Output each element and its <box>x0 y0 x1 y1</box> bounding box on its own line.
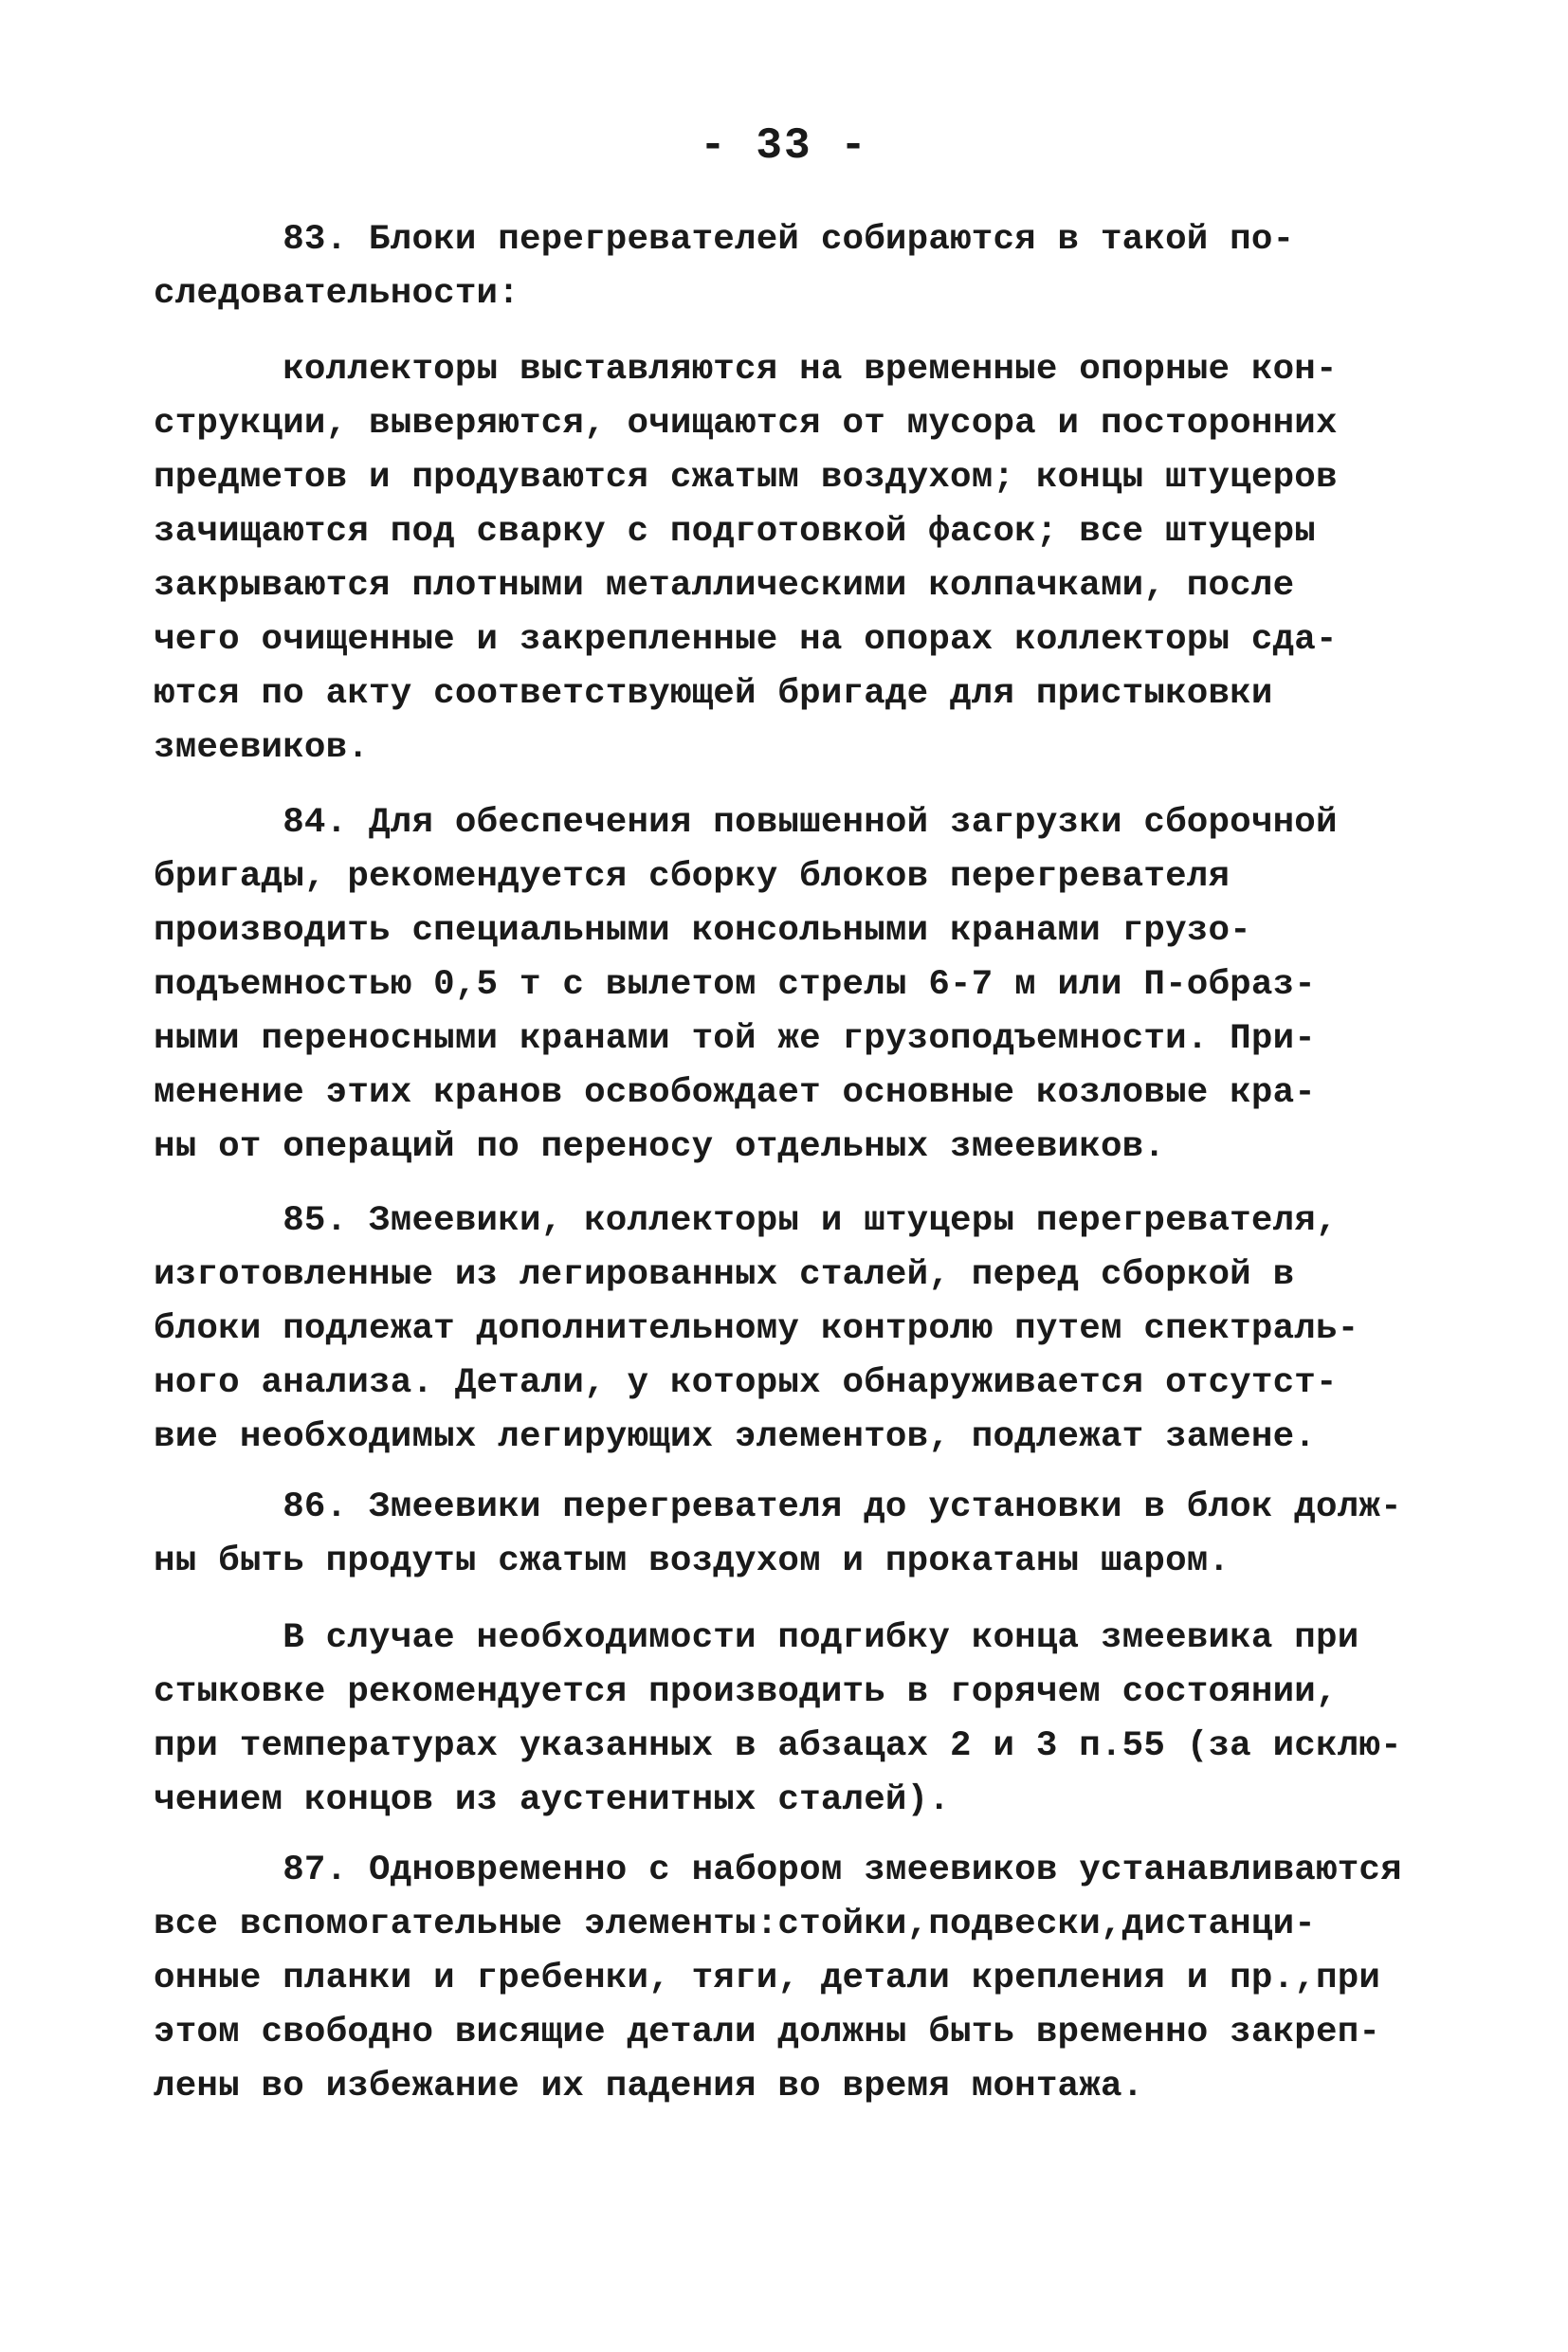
text-line: вие необходимых легирующих элементов, подлежат замене. <box>154 1417 1316 1457</box>
paragraph-86-continuation <box>154 1612 1443 1828</box>
text-line: этом свободно висящие детали должны быть временно закреп- <box>154 2013 1381 2052</box>
text-line: все вспомогательные элементы:стойки,подвески,дистанци- <box>154 1905 1316 1944</box>
text-line: В случае необходимости подгибку конца змеевика при <box>154 1618 1359 1658</box>
text-line: зачищаются под сварку с подготовкой фасок; все штуцеры <box>154 512 1316 552</box>
text-line: 87. Одновременно с набором змеевиков устанавливаются <box>154 1851 1402 1890</box>
text-line: блоки подлежат дополнительному контролю путем спектраль- <box>154 1309 1359 1349</box>
text-line: ны от операций по переносу отдельных змеевиков. <box>154 1127 1166 1167</box>
paragraph-83 <box>154 213 1443 321</box>
text-line: менение этих кранов освобождает основные козловые кра- <box>154 1073 1316 1113</box>
text-line: следовательности: <box>154 274 520 314</box>
text-line: подъемностью 0,5 т с вылетом стрелы 6-7 м или П-образ- <box>154 965 1316 1005</box>
text-line: 84. Для обеспечения повышенной загрузки сборочной <box>154 803 1338 843</box>
text-line: струкции, выверяются, очищаются от мусора и посторонних <box>154 404 1338 444</box>
text-line: 86. Змеевики перегревателя до установки в блок долж- <box>154 1487 1402 1527</box>
text-line: 83. Блоки перегревателей собираются в такой по- <box>154 220 1295 260</box>
text-line: ного анализа. Детали, у которых обнаруживается отсутст- <box>154 1363 1338 1403</box>
text-line: ными переносными кранами той же грузоподъемности. При- <box>154 1019 1316 1059</box>
text-line: стыковке рекомендуется производить в горячем состоянии, <box>154 1672 1338 1712</box>
text-line: чего очищенные и закрепленные на опорах коллекторы сда- <box>154 620 1338 660</box>
text-line: производить специальными консольными кранами грузо- <box>154 911 1251 951</box>
text-line: ются по акту соответствующей бригаде для пристыковки <box>154 674 1273 714</box>
text-line: ны быть продуты сжатым воздухом и прокатаны шаром. <box>154 1541 1231 1581</box>
paragraph-87 <box>154 1844 1443 2114</box>
paragraph-83-body <box>154 343 1443 775</box>
text-line: чением концов из аустенитных сталей). <box>154 1780 951 1820</box>
paragraph-84 <box>154 796 1443 1175</box>
paragraph-86 <box>154 1481 1443 1589</box>
text-line: при температурах указанных в абзацах 2 и 3 п.55 (за исклю- <box>154 1726 1402 1766</box>
text-line: закрываются плотными металлическими колпачками, после <box>154 566 1295 606</box>
text-line: онные планки и гребенки, тяги, детали крепления и пр.,при <box>154 1959 1381 1998</box>
text-line: предметов и продуваются сжатым воздухом; концы штуцеров <box>154 458 1338 498</box>
text-line: лены во избежание их падения во время монтажа. <box>154 2067 1144 2106</box>
text-line: 85. Змеевики, коллекторы и штуцеры перегревателя, <box>154 1201 1338 1241</box>
text-line: коллекторы выставляются на временные опорные кон- <box>154 350 1338 390</box>
text-line: изготовленные из легированных сталей, перед сборкой в <box>154 1255 1295 1295</box>
text-line: бригады, рекомендуется сборку блоков перегревателя <box>154 857 1231 897</box>
paragraph-85 <box>154 1194 1443 1465</box>
text-line: змеевиков. <box>154 728 370 768</box>
page-number: - 33 - <box>700 121 868 171</box>
